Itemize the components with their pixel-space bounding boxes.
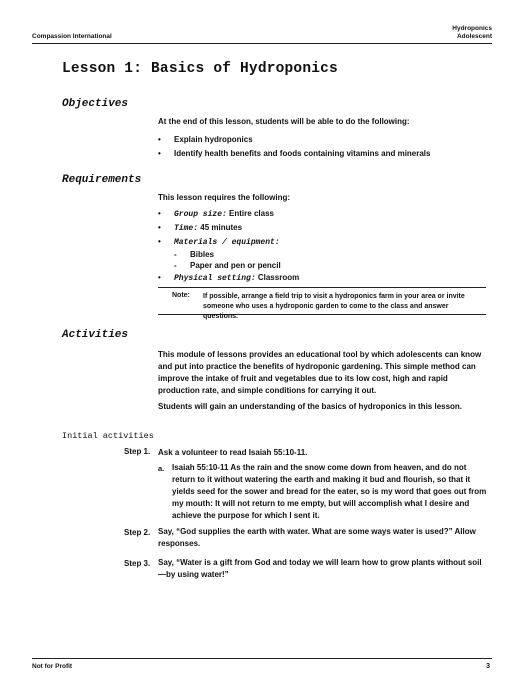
page-number: 3	[486, 663, 490, 670]
step-3-text: Say, “Water is a gift from God and today we will learn how to grow plants without soil—by using water!”	[158, 558, 482, 579]
materials-label: Materials / equipment:	[174, 238, 280, 247]
step-1-label: Step 1.	[124, 447, 151, 456]
header-org: Compassion International	[32, 33, 112, 40]
requirement-group-size	[158, 207, 488, 221]
initial-activities-heading: Initial activities	[62, 431, 154, 441]
requirements-list	[158, 207, 488, 285]
material-item: - Bibles	[173, 249, 488, 260]
group-size-value: Entire class	[229, 209, 274, 218]
header-module: Hydroponics	[452, 25, 492, 32]
sub-a-text: Isaiah 55:10-11 As the rain and the snow come down from heaven, and do not return to it without watering the earth and making it bud and flourish, so that it yields seed for the sower and bread for the eater, so is my word that goes out from my mouth: It will not return to me empty, but will accomplish what I desire and achieve the purpose for which I sent it.	[172, 463, 487, 520]
footer-label: Not for Profit	[32, 663, 73, 670]
running-header-right	[452, 25, 492, 41]
note-label: Note:	[172, 292, 190, 299]
header-audience: Adolescent	[456, 33, 492, 40]
objective-item: • Explain hydroponics	[158, 133, 488, 146]
requirement-time	[158, 221, 488, 235]
activities-paragraph-1: This module of lessons provides an educational tool by which adolescents can know and put into practice the benefits of hydroponic gardening. This simple method can improve the intake of fruit and vegetables due to its low cost, high and rapid production rate, and simple conditions for carrying it out.	[158, 350, 482, 395]
note-box	[158, 287, 486, 320]
objectives-list	[158, 133, 488, 160]
page-title: Lesson 1: Basics of Hydroponics	[62, 61, 338, 77]
setting-label: Physical setting:	[174, 274, 256, 283]
requirement-setting	[158, 271, 488, 285]
sub-a-label: a.	[158, 464, 165, 473]
group-size-label: Group size:	[174, 210, 227, 219]
objectives-heading: Objectives	[62, 98, 129, 110]
setting-value: Classroom	[257, 273, 300, 282]
note-text: If possible, arrange a field trip to visit a hydroponics farm in your area or invite someone who uses a hydroponic garden to come to the class and answer questions.	[203, 293, 465, 320]
step-1-text: Ask a volunteer to read Isaiah 55:10-11.	[158, 448, 308, 457]
requirement-materials	[158, 235, 488, 271]
requirements-intro: This lesson requires the following:	[158, 193, 291, 202]
objective-item: • Identify health benefits and foods containing vitamins and minerals	[158, 147, 488, 160]
objectives-intro: At the end of this lesson, students will be able to do the following:	[158, 117, 410, 126]
time-label: Time:	[174, 224, 199, 233]
step-3-label: Step 3.	[124, 559, 151, 568]
header-divider	[32, 43, 492, 44]
time-value: 45 minutes	[200, 223, 243, 232]
activities-heading: Activities	[62, 329, 129, 341]
requirements-heading: Requirements	[62, 174, 142, 186]
footer-divider	[32, 658, 492, 659]
step-2-label: Step 2.	[124, 528, 151, 537]
materials-list	[173, 249, 488, 271]
material-item: - Paper and pen or pencil	[173, 260, 488, 271]
step-2-text: Say, “God supplies the earth with water. What are some ways water is used?” Allow responses.	[158, 527, 476, 548]
activities-paragraph-2: Students will gain an understanding of the basics of hydroponics in this lesson.	[158, 402, 463, 411]
